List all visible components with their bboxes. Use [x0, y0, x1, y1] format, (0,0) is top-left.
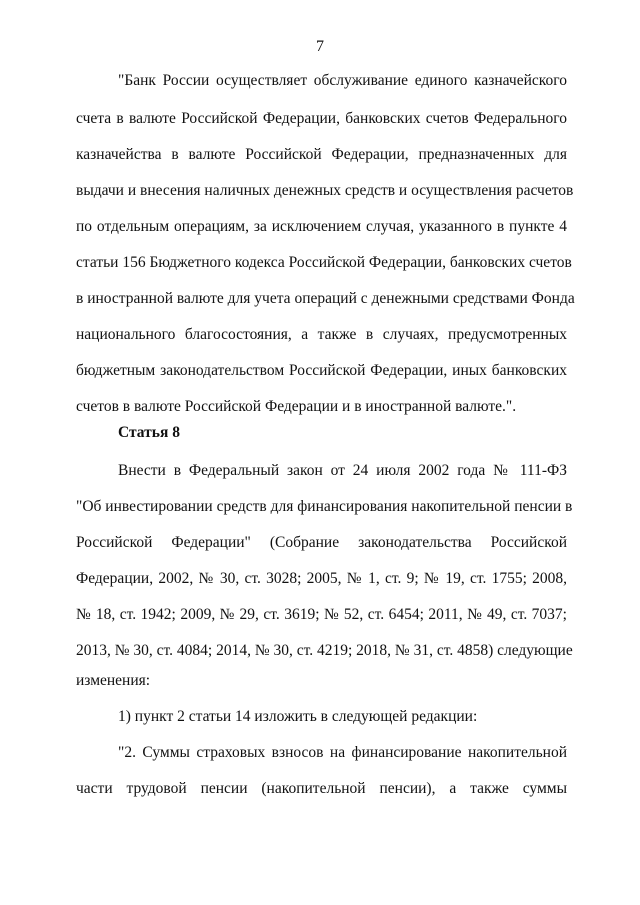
paragraph2-line: № 18, ст. 1942; 2009, № 29, ст. 3619; № 52, ст. 6454; 2011, № 49, ст. 7037;	[76, 606, 567, 623]
paragraph1-line: "Банк России осуществляет обслуживание единого казначейского	[118, 72, 567, 89]
paragraph3-line: "2. Суммы страховых взносов на финансирование накопительной	[118, 744, 567, 761]
item1: 1) пункт 2 статьи 14 изложить в следующей редакции:	[118, 708, 478, 725]
paragraph1-line: по отдельным операциям, за исключением случая, указанного в пункте 4	[76, 218, 567, 235]
paragraph2-line: Российской Федерации" (Собрание законодательства Российской	[76, 534, 567, 551]
paragraph2-line: "Об инвестировании средств для финансирования накопительной пенсии в	[76, 498, 573, 515]
paragraph1-line: национального благосостояния, а также в случаях, предусмотренных	[76, 326, 567, 343]
paragraph2-line: Федерации, 2002, № 30, ст. 3028; 2005, № 1, ст. 9; № 19, ст. 1755; 2008,	[76, 570, 567, 587]
paragraph1-line: статьи 156 Бюджетного кодекса Российской Федерации, банковских счетов	[76, 254, 572, 271]
paragraph1-line: в иностранной валюте для учета операций с денежными средствами Фонда	[76, 290, 575, 307]
page-number: 7	[316, 38, 324, 55]
paragraph1-line: выдачи и внесения наличных денежных средств и осуществления расчетов	[76, 182, 574, 199]
paragraph3-line: части трудовой пенсии (накопительной пенсии), а также суммы	[76, 780, 567, 797]
paragraph2-line: 2013, № 30, ст. 4084; 2014, № 30, ст. 4219; 2018, № 31, ст. 4858) следующие	[76, 642, 573, 659]
paragraph2-line: Внести в Федеральный закон от 24 июля 2002 года № 111-ФЗ	[118, 462, 567, 479]
paragraph1-line: казначейства в валюте Российской Федерации, предназначенных для	[76, 146, 567, 163]
paragraph1-line: бюджетным законодательством Российской Федерации, иных банковских	[76, 362, 567, 379]
paragraph1-line: счетов в валюте Российской Федерации и в иностранной валюте.".	[76, 398, 517, 415]
paragraph2-line: изменения:	[76, 672, 151, 689]
article-heading: Статья 8	[118, 424, 180, 441]
paragraph1-line: счета в валюте Российской Федерации, банковских счетов Федерального	[76, 110, 567, 127]
